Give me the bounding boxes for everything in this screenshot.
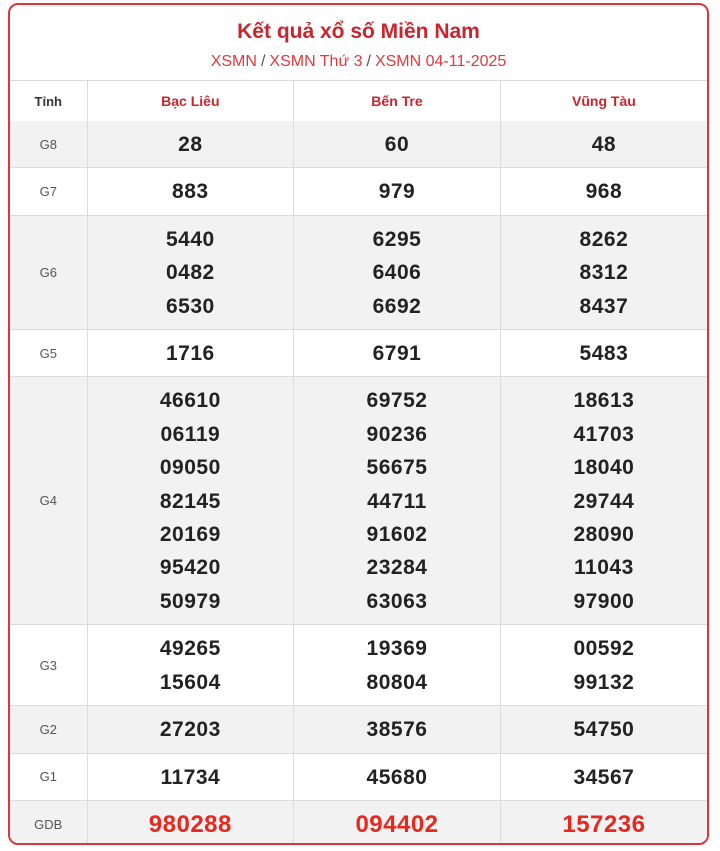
prize-number: 18040: [573, 456, 635, 480]
prize-number: 90236: [366, 422, 428, 446]
prize-cell: [87, 625, 294, 706]
prize-number: 38576: [366, 718, 428, 742]
prize-cell: [294, 215, 501, 329]
prize-number: 18613: [573, 389, 635, 413]
results-header: [10, 5, 707, 81]
results-card: [8, 3, 709, 845]
prize-number: 8312: [579, 261, 629, 285]
prize-number: 5483: [579, 342, 629, 366]
breadcrumb-link-xsmn[interactable]: XSMN: [210, 53, 257, 70]
prize-cell: [294, 800, 501, 845]
province-header-vung-tau[interactable]: Vũng Tàu: [572, 93, 636, 109]
prize-number: 8437: [579, 294, 629, 318]
prize-cell: [294, 625, 501, 706]
prize-cell: [87, 121, 294, 168]
prize-row-g1: [10, 753, 707, 800]
prize-number: 50979: [159, 589, 221, 613]
prize-number: 6295: [372, 227, 422, 251]
prize-cell: [294, 377, 501, 625]
prize-number: 54750: [573, 718, 635, 742]
prize-label: G3: [10, 625, 87, 706]
prize-cell: [87, 168, 294, 215]
prize-number: 883: [172, 180, 209, 204]
prize-number: 41703: [573, 422, 635, 446]
prize-number: 0482: [165, 261, 215, 285]
prize-number: 34567: [573, 765, 635, 789]
results-body: [10, 121, 707, 845]
prize-label: G8: [10, 121, 87, 168]
prize-row-g6: [10, 215, 707, 329]
prize-row-g7: [10, 168, 707, 215]
special-prize-number: 980288: [148, 810, 232, 838]
prize-number: 11734: [160, 765, 221, 789]
prize-number: 63063: [366, 589, 428, 613]
breadcrumb-separator: /: [260, 53, 266, 70]
prize-cell: [87, 753, 294, 800]
province-column-header: Tỉnh: [10, 81, 87, 121]
prize-number: 6791: [372, 342, 422, 366]
prize-number: 97900: [573, 589, 635, 613]
prize-number: 46610: [159, 389, 221, 413]
prize-label: G5: [10, 330, 87, 377]
prize-number: 45680: [366, 765, 428, 789]
prize-label: G2: [10, 706, 87, 753]
prize-number: 19369: [366, 637, 428, 661]
prize-cell: [500, 215, 707, 329]
prize-number: 48: [591, 133, 617, 156]
prize-row-g2: [10, 706, 707, 753]
prize-number: 82145: [159, 489, 221, 513]
breadcrumb-separator: /: [366, 53, 371, 70]
prize-cell: [500, 706, 707, 753]
special-prize-number: 157236: [562, 810, 646, 838]
prize-number: 29744: [573, 489, 635, 513]
prize-cell: [500, 377, 707, 625]
prize-label: G7: [10, 168, 87, 215]
prize-cell: [500, 121, 707, 168]
prize-number: 27203: [159, 718, 221, 742]
table-header-row: [10, 81, 707, 121]
prize-number: 28: [178, 133, 203, 156]
prize-number: 968: [585, 180, 623, 204]
prize-cell: [87, 800, 294, 845]
prize-number: 69752: [366, 389, 428, 413]
prize-number: 95420: [159, 556, 221, 580]
prize-cell: [294, 706, 501, 753]
prize-cell: [500, 800, 707, 845]
prize-cell: [294, 121, 501, 168]
prize-label: G6: [10, 215, 87, 329]
prize-number: 6692: [372, 294, 422, 318]
results-table: [10, 81, 707, 845]
prize-cell: [87, 215, 294, 329]
breadcrumb: [10, 52, 707, 72]
prize-number: 979: [378, 180, 416, 204]
prize-number: 15604: [159, 670, 221, 694]
prize-row-g8: [10, 121, 707, 168]
prize-number: 8262: [579, 227, 629, 251]
prize-number: 06119: [160, 422, 221, 446]
prize-number: 1716: [165, 342, 215, 366]
prize-cell: [87, 706, 294, 753]
prize-label: GDB: [10, 800, 87, 845]
prize-label: G1: [10, 753, 87, 800]
prize-cell: [87, 377, 294, 625]
prize-row-g5: [10, 330, 707, 377]
province-header-bac-lieu[interactable]: Bạc Liêu: [87, 81, 294, 121]
prize-number: 09050: [159, 456, 221, 480]
breadcrumb-link-date[interactable]: XSMN 04-11-2025: [374, 53, 507, 70]
prize-number: 44711: [367, 489, 427, 513]
prize-row-gdb: [10, 800, 707, 845]
prize-cell: [500, 625, 707, 706]
prize-cell: [500, 330, 707, 377]
province-header-ben-tre[interactable]: Bến Tre: [294, 81, 501, 121]
prize-number: 49265: [159, 637, 221, 661]
prize-number: 20169: [159, 523, 221, 547]
prize-number: 99132: [573, 670, 635, 694]
prize-number: 91602: [366, 523, 428, 547]
prize-number: 23284: [366, 556, 428, 580]
special-prize-number: 094402: [355, 810, 439, 838]
prize-cell: [294, 753, 501, 800]
breadcrumb-link-weekday[interactable]: XSMN Thứ 3: [269, 53, 363, 70]
prize-number: 6406: [372, 261, 422, 285]
prize-cell: [87, 330, 294, 377]
prize-row-g3: [10, 625, 707, 706]
prize-cell: [294, 168, 501, 215]
prize-number: 28090: [573, 523, 635, 547]
prize-number: 5440: [165, 227, 215, 251]
prize-number: 11043: [574, 556, 634, 580]
prize-number: 6530: [165, 294, 215, 318]
prize-cell: [500, 168, 707, 215]
prize-number: 80804: [366, 670, 428, 694]
page-title: Kết quả xổ số Miền Nam: [237, 20, 480, 43]
prize-number: 00592: [573, 637, 635, 661]
prize-cell: [500, 753, 707, 800]
prize-row-g4: [10, 377, 707, 625]
prize-cell: [294, 330, 501, 377]
prize-number: 60: [384, 133, 410, 156]
prize-number: 56675: [366, 456, 428, 480]
prize-label: G4: [10, 377, 87, 625]
